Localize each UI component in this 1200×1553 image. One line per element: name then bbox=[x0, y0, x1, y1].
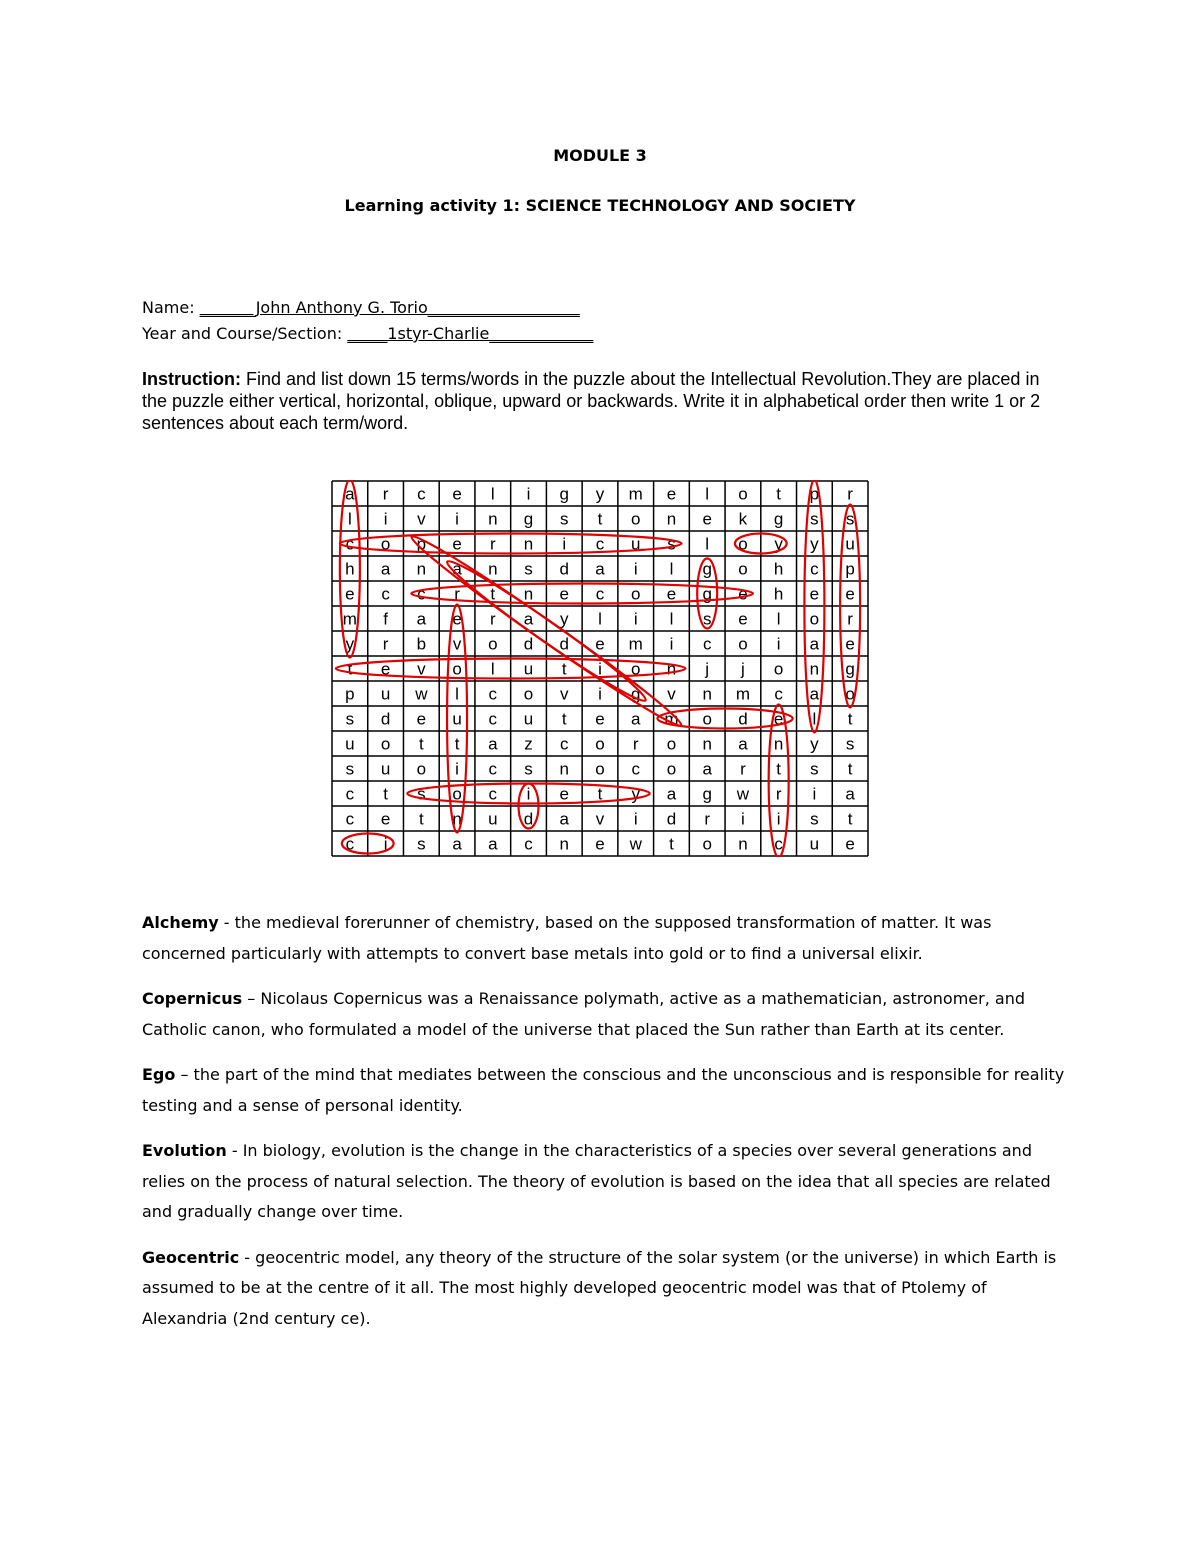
puzzle-letter: g bbox=[523, 509, 534, 529]
puzzle-letter: u bbox=[523, 659, 534, 679]
puzzle-letter: n bbox=[809, 659, 820, 679]
puzzle-letter: d bbox=[666, 809, 677, 829]
puzzle-letter: r bbox=[847, 484, 853, 504]
puzzle-letter: u bbox=[523, 709, 534, 729]
name-field bbox=[142, 298, 580, 317]
puzzle-letter: o bbox=[595, 734, 605, 754]
puzzle-letter: s bbox=[810, 759, 819, 779]
puzzle-letter: o bbox=[845, 684, 855, 704]
puzzle-letter: e bbox=[595, 834, 605, 854]
puzzle-letter: c bbox=[488, 784, 498, 804]
puzzle-letter: t bbox=[597, 784, 603, 804]
puzzle-letter: c bbox=[631, 759, 640, 779]
term-entry bbox=[142, 1060, 1072, 1121]
activity-title: Learning activity 1: SCIENCE TECHNOLOGY AND SOCIETY bbox=[344, 196, 856, 215]
puzzle-letter: s bbox=[417, 784, 426, 804]
puzzle-letter: e bbox=[845, 584, 855, 604]
term-definition: In biology, evolution is the change in the characteristics of a species over several generations and relies on the process of natural selection. The theory of evolution is based on the idea that all species are related and gradually change over time. bbox=[142, 1141, 1051, 1221]
puzzle-letter: l bbox=[598, 609, 602, 629]
puzzle-letter: e bbox=[416, 709, 427, 729]
puzzle-letter: s bbox=[345, 759, 355, 779]
puzzle-letter: s bbox=[417, 834, 426, 854]
puzzle-letter: y bbox=[560, 609, 569, 629]
puzzle-letter: a bbox=[345, 484, 355, 504]
puzzle-letter: o bbox=[523, 684, 534, 704]
puzzle-letter: n bbox=[702, 734, 712, 754]
puzzle-letter: e bbox=[702, 509, 712, 529]
puzzle-letter: m bbox=[664, 709, 679, 729]
puzzle-letter: a bbox=[702, 759, 712, 779]
puzzle-letter: l bbox=[490, 484, 495, 504]
puzzle-letter: e bbox=[666, 584, 677, 604]
puzzle-letter: c bbox=[417, 584, 426, 604]
puzzle-letter: c bbox=[381, 584, 390, 604]
puzzle-letter: l bbox=[455, 684, 459, 704]
puzzle-letter: a bbox=[559, 809, 570, 829]
puzzle-letter: n bbox=[559, 834, 570, 854]
puzzle-letter: h bbox=[345, 559, 355, 579]
puzzle-letter: u bbox=[380, 684, 391, 704]
puzzle-letter: i bbox=[455, 759, 459, 779]
puzzle-letter: s bbox=[667, 534, 676, 554]
puzzle-letter: j bbox=[741, 659, 745, 679]
puzzle-letter: a bbox=[523, 609, 534, 629]
puzzle-letter: n bbox=[738, 834, 748, 854]
term-definition: the part of the mind that mediates between the conscious and the unconscious and is responsible for reality testing and a sense of personal identity. bbox=[142, 1065, 1065, 1115]
puzzle-letter: p bbox=[809, 484, 820, 504]
puzzle-letter: r bbox=[382, 484, 389, 504]
puzzle-letter: n bbox=[559, 759, 570, 779]
puzzle-letter: i bbox=[383, 834, 388, 854]
puzzle-letter: c bbox=[524, 834, 533, 854]
puzzle-letter: e bbox=[452, 534, 462, 554]
puzzle-letter: t bbox=[418, 734, 424, 754]
section-field bbox=[142, 324, 593, 343]
puzzle-letter: w bbox=[629, 834, 642, 854]
puzzle-letter: u bbox=[845, 534, 855, 554]
puzzle-letter: t bbox=[847, 809, 853, 829]
term-definition: Nicolaus Copernicus was a Renaissance polymath, active as a mathematician, astronomer, and Catholic canon, who formulated a model of the universe that placed the Sun rather than Earth at its center. bbox=[142, 989, 1025, 1039]
puzzle-letter: o bbox=[738, 484, 748, 504]
puzzle-letter: i bbox=[741, 809, 745, 829]
puzzle-letter: h bbox=[773, 584, 784, 604]
puzzle-letter: e bbox=[559, 584, 570, 604]
puzzle-letter: r bbox=[454, 584, 460, 604]
puzzle-letter: y bbox=[774, 534, 783, 554]
term-separator: – bbox=[175, 1065, 194, 1084]
puzzle-letter: e bbox=[345, 584, 355, 604]
puzzle-letter: t bbox=[597, 509, 603, 529]
puzzle-letter: y bbox=[631, 784, 640, 804]
puzzle-letter: f bbox=[383, 609, 388, 629]
puzzle-letter: e bbox=[666, 484, 677, 504]
term-separator: - bbox=[239, 1247, 256, 1267]
term-definition: the medieval forerunner of chemistry, based on the supposed transformation of matter. It was concerned particularly with attempts to convert base metals into gold or to find a universal elixir. bbox=[142, 913, 992, 963]
puzzle-letter: e bbox=[559, 784, 570, 804]
puzzle-letter: c bbox=[345, 834, 355, 854]
puzzle-letter: s bbox=[524, 759, 533, 779]
puzzle-letter: e bbox=[845, 834, 855, 854]
puzzle-letter: n bbox=[666, 659, 677, 679]
term-name: Ego bbox=[142, 1065, 176, 1084]
puzzle-letter: i bbox=[776, 634, 781, 654]
puzzle-letter: u bbox=[380, 759, 391, 779]
puzzle-letter: c bbox=[595, 584, 605, 604]
puzzle-letter: g bbox=[702, 559, 712, 579]
puzzle-letter: o bbox=[380, 734, 391, 754]
puzzle-letter: g bbox=[630, 684, 641, 704]
puzzle-letter: s bbox=[845, 734, 855, 754]
puzzle-letter: t bbox=[561, 709, 567, 729]
puzzle-letter: v bbox=[667, 684, 676, 704]
term-name: Evolution bbox=[142, 1141, 227, 1160]
puzzle-letter: l bbox=[705, 484, 710, 504]
puzzle-letter: i bbox=[562, 534, 567, 554]
puzzle-letter: a bbox=[452, 834, 462, 854]
puzzle-letter: u bbox=[488, 809, 498, 829]
puzzle-letter: o bbox=[630, 509, 641, 529]
puzzle-letter: a bbox=[809, 634, 820, 654]
puzzle-letter: e bbox=[809, 584, 820, 604]
puzzle-letter: e bbox=[845, 634, 855, 654]
puzzle-letter: a bbox=[630, 709, 641, 729]
puzzle-letter: e bbox=[738, 609, 748, 629]
puzzle-letter: g bbox=[773, 509, 784, 529]
puzzle-letter: o bbox=[702, 834, 712, 854]
puzzle-letter: c bbox=[417, 484, 426, 504]
puzzle-letter: w bbox=[736, 784, 750, 804]
puzzle-letter: i bbox=[598, 659, 602, 679]
puzzle-letter: l bbox=[776, 609, 781, 629]
puzzle-letter: l bbox=[705, 534, 710, 554]
puzzle-letter: v bbox=[417, 509, 426, 529]
puzzle-letter: t bbox=[418, 809, 424, 829]
puzzle-letter: i bbox=[633, 809, 638, 829]
puzzle-letter: v bbox=[560, 684, 569, 704]
puzzle-letter: r bbox=[704, 809, 711, 829]
term-entry bbox=[142, 1243, 1072, 1335]
puzzle-letter: e bbox=[773, 709, 784, 729]
instruction-paragraph bbox=[142, 368, 1062, 434]
puzzle-letter: o bbox=[416, 759, 427, 779]
puzzle-letter: d bbox=[559, 559, 570, 579]
term-separator: – bbox=[242, 989, 261, 1008]
puzzle-letter: w bbox=[415, 684, 428, 704]
puzzle-letter: s bbox=[345, 709, 355, 729]
puzzle-letter: e bbox=[380, 659, 391, 679]
puzzle-letter: s bbox=[524, 559, 533, 579]
section-value: _____1styr-Charlie_____________ bbox=[347, 324, 594, 343]
puzzle-letter: s bbox=[560, 509, 569, 529]
word-search-puzzle bbox=[331, 480, 869, 857]
puzzle-letter: e bbox=[595, 634, 605, 654]
puzzle-letter: u bbox=[452, 709, 462, 729]
term-name: Copernicus bbox=[142, 989, 243, 1008]
puzzle-letter: v bbox=[595, 809, 605, 829]
puzzle-letter: t bbox=[776, 759, 782, 779]
term-entry bbox=[142, 984, 1072, 1045]
puzzle-letter: s bbox=[702, 609, 712, 629]
puzzle-letter: c bbox=[488, 709, 498, 729]
puzzle-letter: r bbox=[489, 609, 496, 629]
puzzle-letter: t bbox=[561, 659, 567, 679]
puzzle-letter: i bbox=[812, 784, 817, 804]
puzzle-letter: e bbox=[452, 484, 462, 504]
puzzle-letter: l bbox=[490, 659, 495, 679]
puzzle-letter: u bbox=[345, 734, 355, 754]
puzzle-letter: k bbox=[738, 509, 748, 529]
puzzle-letter: a bbox=[488, 734, 498, 754]
puzzle-letter: c bbox=[345, 534, 355, 554]
puzzle-letter: e bbox=[452, 609, 462, 629]
puzzle-letter: m bbox=[735, 684, 751, 704]
puzzle-letter: r bbox=[382, 634, 389, 654]
puzzle-letter: i bbox=[633, 609, 638, 629]
puzzle-letter: a bbox=[416, 609, 427, 629]
puzzle-letter: e bbox=[738, 584, 748, 604]
puzzle-letter: i bbox=[455, 509, 459, 529]
puzzle-letter: a bbox=[488, 834, 498, 854]
puzzle-letter: i bbox=[526, 484, 531, 504]
puzzle-letter: o bbox=[738, 634, 748, 654]
puzzle-letter: n bbox=[523, 534, 534, 554]
term-entry bbox=[142, 908, 1072, 969]
puzzle-letter: c bbox=[595, 534, 605, 554]
instruction-text: Find and list down 15 terms/words in the puzzle about the Intellectual Revolution.They are placed in the puzzle either vertical, horizontal, oblique, upward or backwards. Write it in alphabetical order then write 1 or 2 sentences about each term/word. bbox=[142, 369, 1041, 433]
puzzle-letter: c bbox=[774, 834, 783, 854]
puzzle-letter: c bbox=[345, 809, 355, 829]
puzzle-letter: r bbox=[489, 534, 496, 554]
puzzle-letter: a bbox=[738, 734, 748, 754]
puzzle-letter: a bbox=[809, 684, 820, 704]
puzzle-letter: g bbox=[702, 784, 712, 804]
puzzle-letter: a bbox=[452, 559, 462, 579]
puzzle-letter: c bbox=[488, 684, 498, 704]
puzzle-letter: n bbox=[666, 509, 677, 529]
term-list bbox=[142, 908, 1072, 1349]
puzzle-letter: o bbox=[738, 534, 748, 554]
puzzle-letter: c bbox=[488, 759, 498, 779]
puzzle-letter: g bbox=[845, 659, 855, 679]
puzzle-letter: g bbox=[702, 584, 712, 604]
puzzle-letter: o bbox=[809, 609, 820, 629]
puzzle-letter: d bbox=[380, 709, 391, 729]
puzzle-letter: r bbox=[740, 759, 746, 779]
puzzle-letter: s bbox=[810, 809, 819, 829]
puzzle-letter: i bbox=[633, 559, 638, 579]
puzzle-letter: o bbox=[595, 759, 605, 779]
puzzle-letter: i bbox=[598, 684, 602, 704]
name-label: Name: bbox=[142, 298, 195, 317]
puzzle-letter: t bbox=[847, 709, 853, 729]
puzzle-letter: u bbox=[630, 534, 641, 554]
puzzle-letter: m bbox=[628, 634, 643, 654]
puzzle-letter: o bbox=[630, 659, 641, 679]
puzzle-letter: t bbox=[776, 484, 782, 504]
module-title: MODULE 3 bbox=[553, 146, 647, 165]
puzzle-letter: n bbox=[773, 734, 784, 754]
puzzle-letter: i bbox=[776, 809, 781, 829]
puzzle-letter: r bbox=[847, 609, 853, 629]
puzzle-letter: e bbox=[595, 709, 605, 729]
puzzle-letter: o bbox=[488, 634, 498, 654]
puzzle-letter: p bbox=[845, 559, 855, 579]
puzzle-letter: o bbox=[666, 734, 677, 754]
term-separator: - bbox=[218, 913, 235, 932]
puzzle-letter: d bbox=[523, 809, 534, 829]
puzzle-letter: l bbox=[812, 709, 817, 729]
puzzle-letter: o bbox=[380, 534, 391, 554]
puzzle-letter: v bbox=[417, 659, 426, 679]
term-definition: geocentric model, any theory of the structure of the solar system (or the universe) in which Earth is assumed to be at the centre of it all. The most highly developed geocentric model was that of Ptolemy of Alexandria (2nd century ce). bbox=[142, 1247, 1057, 1328]
puzzle-letter: t bbox=[454, 734, 460, 754]
puzzle-letter: g bbox=[559, 484, 570, 504]
puzzle-letter: i bbox=[526, 784, 531, 804]
puzzle-letter: r bbox=[775, 784, 782, 804]
name-value: _______John Anthony G. Torio___________________ bbox=[199, 298, 580, 317]
term-entry bbox=[142, 1136, 1072, 1228]
puzzle-letter: s bbox=[810, 509, 819, 529]
puzzle-letter: n bbox=[416, 559, 427, 579]
puzzle-letter: c bbox=[345, 784, 355, 804]
puzzle-letter: j bbox=[705, 659, 710, 679]
puzzle-letter: n bbox=[488, 559, 498, 579]
term-name: Geocentric bbox=[142, 1247, 240, 1267]
section-label: Year and Course/Section: bbox=[142, 324, 343, 343]
puzzle-letter: i bbox=[669, 634, 674, 654]
puzzle-letter: b bbox=[416, 634, 427, 654]
puzzle-letter: d bbox=[559, 634, 570, 654]
puzzle-letter: o bbox=[666, 759, 677, 779]
puzzle-letter: d bbox=[738, 709, 748, 729]
puzzle-letter: e bbox=[380, 809, 391, 829]
instruction-label: Instruction: bbox=[142, 369, 241, 389]
puzzle-letter: i bbox=[383, 509, 388, 529]
puzzle-letter: a bbox=[845, 784, 855, 804]
puzzle-letter: t bbox=[347, 659, 353, 679]
puzzle-letter: c bbox=[560, 734, 569, 754]
puzzle-letter: p bbox=[345, 684, 355, 704]
puzzle-letter: n bbox=[488, 509, 498, 529]
puzzle-letter: o bbox=[630, 584, 641, 604]
puzzle-letter: o bbox=[452, 784, 462, 804]
puzzle-letter: c bbox=[702, 634, 712, 654]
puzzle-letter: m bbox=[342, 609, 357, 629]
puzzle-letter: s bbox=[845, 509, 855, 529]
puzzle-letter: t bbox=[847, 759, 853, 779]
puzzle-letter: l bbox=[347, 509, 352, 529]
puzzle-letter: a bbox=[595, 559, 605, 579]
puzzle-letter: l bbox=[669, 559, 674, 579]
puzzle-letter: a bbox=[666, 784, 677, 804]
puzzle-letter: n bbox=[523, 584, 534, 604]
term-name: Alchemy bbox=[142, 913, 219, 932]
puzzle-letter: y bbox=[810, 734, 819, 754]
puzzle-letter: t bbox=[383, 784, 388, 804]
puzzle-letter: n bbox=[702, 684, 712, 704]
puzzle-letter: p bbox=[416, 534, 427, 554]
puzzle-letter: r bbox=[632, 734, 639, 754]
term-separator: - bbox=[226, 1141, 243, 1160]
puzzle-letter: t bbox=[669, 834, 674, 854]
puzzle-letter: d bbox=[523, 634, 534, 654]
puzzle-letter: t bbox=[490, 584, 496, 604]
puzzle-letter: z bbox=[524, 734, 533, 754]
puzzle-letter: y bbox=[345, 634, 355, 654]
puzzle-letter: o bbox=[452, 659, 462, 679]
puzzle-letter: c bbox=[774, 684, 783, 704]
puzzle-letter: o bbox=[738, 559, 748, 579]
puzzle-letter: m bbox=[628, 484, 643, 504]
puzzle-letter: h bbox=[773, 559, 784, 579]
puzzle-letter: y bbox=[595, 484, 605, 504]
puzzle-grid-svg bbox=[331, 480, 869, 857]
puzzle-letter: n bbox=[452, 809, 462, 829]
puzzle-letter: v bbox=[452, 634, 462, 654]
puzzle-letter: o bbox=[702, 709, 712, 729]
puzzle-letter: l bbox=[669, 609, 674, 629]
puzzle-letter: y bbox=[810, 534, 819, 554]
puzzle-letter: c bbox=[810, 559, 819, 579]
puzzle-letter: o bbox=[773, 659, 784, 679]
puzzle-letter: a bbox=[380, 559, 391, 579]
puzzle-letter: u bbox=[809, 834, 820, 854]
